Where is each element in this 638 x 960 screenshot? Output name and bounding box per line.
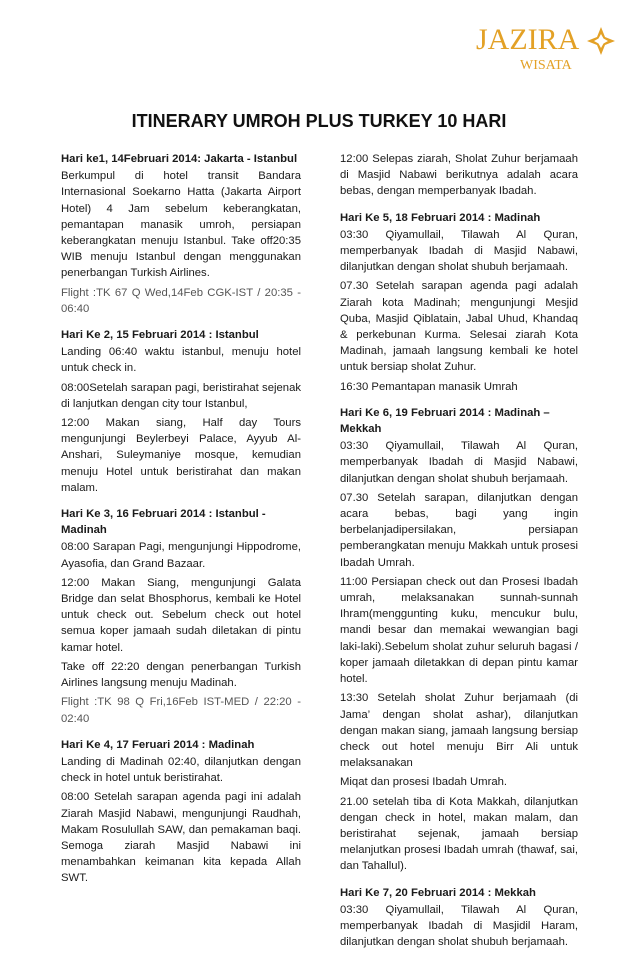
right-column xyxy=(340,151,578,960)
day-paragraph: Berkumpul di hotel transit Bandara Internasional Soekarno Hatta (Jakarta Airport Hotel) 4 Jam sebelum keberangkatan, pemantapan manasik umroh, persiapan keberangkatan menuju Istanbul. Take off20:35 WIB menuju Istanbul dengan menggunakan penerbangan Turkish Airlines. xyxy=(61,170,301,280)
day-paragraph: 12:00 Makan siang, Half day Tours mengunjungi Beylerbeyi Palace, Ayyub Al-Anshari, Suleymaniye mosque, kemudian menuju Hotel untuk beristirahat dan makan malam. xyxy=(61,417,301,494)
day-heading: Hari Ke 6, 19 Februari 2014 : Madinah – Mekkah xyxy=(340,406,550,436)
day-paragraph: 03:30 Qiyamullail, Tilawah Al Quran, memperbanyak Ibadah di Masjid Nabawi, dilanjutkan dengan sholat shubuh berjamaah. xyxy=(340,440,578,485)
day-paragraph: 03:30 Qiyamullail, Tilawah Al Quran, memperbanyak Ibadah di Masjidil Haram, dilanjutkan dengan sholat shubuh berjamaah. xyxy=(340,903,578,949)
day-section xyxy=(340,885,578,951)
day-section xyxy=(340,151,578,200)
day-paragraph: Landing 06:40 waktu istanbul, menuju hotel untuk check in. xyxy=(61,346,301,375)
flight-info: Flight :TK 67 Q Wed,14Feb CGK-IST / 20:35 - 06:40 xyxy=(61,286,301,315)
day-paragraph: 08:00 Setelah sarapan agenda pagi ini adalah Ziarah Masjid Nabawi, mengunjungi Raudhah, Makam Rosulullah SAW, dan pemakaman baqi. Semoga ziarah Masjid Nabawi ini menambahkan keimanan kita kepada Allah SWT. xyxy=(61,791,301,885)
day-paragraph: 16:30 Pemantapan manasik Umrah xyxy=(340,380,518,393)
day-section xyxy=(61,737,301,887)
day-paragraph: Landing di Madinah 02:40, dilanjutkan dengan check in hotel untuk beristirahat. xyxy=(61,755,301,785)
logo-star-icon xyxy=(586,26,616,56)
day-section xyxy=(340,210,578,395)
day-paragraph: 08:00Setelah sarapan pagi, beristirahat sejenak di lanjutkan dengan city tour Istanbul, xyxy=(61,381,301,410)
day-section xyxy=(340,405,578,875)
day-section xyxy=(61,151,301,317)
day-heading: Hari Ke 4, 17 Feruari 2014 : Madinah xyxy=(61,738,255,751)
jazira-wisata-logo xyxy=(476,22,616,82)
logo-subtitle: WISATA xyxy=(520,58,572,73)
day-paragraph: 13:30 Setelah sholat Zuhur berjamaah (di Jama’ dengan sholat ashar), dilanjutkan dengan makan siang, jamaah langsung bersiap check out hotel menuju Birr Ali untuk melaksanakan xyxy=(340,692,578,770)
day-paragraph: 03:30 Qiyamullail, Tilawah Al Quran, memperbanyak Ibadah di Masjid Nabawi, dilanjutkan dengan sholat shubuh berjamaah. xyxy=(340,228,578,274)
day-paragraph: 11:00 Persiapan check out dan Prosesi Ibadah umrah, melaksanakan sunnah-sunnah Ihram(menggunting kuku, mencukur bulu, mandi besar dan memakai wewangian bagi laki-laki).Sebelum sholat zuhur seluruh bagasi / koper jamaah diletakkan di depan pintu kamar hotel. xyxy=(340,575,578,686)
day-paragraph: 12:00 Selepas ziarah, Sholat Zuhur berjamaah di Masjid Nabawi berikutnya adalah acara bebas, dengan memperbanyak Ibadah. xyxy=(340,153,578,198)
day-paragraph: 07.30 Setelah sarapan, dilanjutkan dengan acara bebas, bagi yang ingin berbelanjadipersilakan, persiapan pemberangkatan menuju Makkah untuk prosesi Ibadah Umrah. xyxy=(340,491,579,569)
flight-info: Flight :TK 98 Q Fri,16Feb IST-MED / 22:20 - 02:40 xyxy=(61,696,301,725)
day-heading: Hari Ke 3, 16 Februari 2014 : Istanbul - Madinah xyxy=(61,508,266,537)
logo-wordmark: JAZIRA xyxy=(476,23,580,56)
day-paragraph: 07.30 Setelah sarapan agenda pagi adalah Ziarah kota Madinah; mengunjungi Mesjid Quba, Masjid Qiblatain, Jabal Uhud, Khandaq & perkebunan Kurma. Selesai ziarah Kota Madinah, jamaah langsung kembali ke hotel untuk bersiap sholat Zuhur. xyxy=(340,280,578,374)
day-paragraph: Take off 22:20 dengan penerbangan Turkish Airlines langsung menuju Madinah. xyxy=(61,660,301,690)
document-title: ITINERARY UMROH PLUS TURKEY 10 HARI xyxy=(131,111,507,131)
day-heading: Hari Ke 7, 20 Februari 2014 : Mekkah xyxy=(340,886,536,899)
day-heading: Hari Ke 2, 15 Februari 2014 : Istanbul xyxy=(61,329,259,342)
day-paragraph: 08:00 Sarapan Pagi, mengunjungi Hippodrome, Ayasofia, dan Grand Bazaar. xyxy=(61,541,301,570)
day-section xyxy=(61,327,301,496)
day-heading: Hari Ke 5, 18 Februari 2014 : Madinah xyxy=(340,211,541,224)
day-section xyxy=(61,506,301,727)
day-paragraph: 21.00 setelah tiba di Kota Makkah, dilanjutkan dengan check in hotel, makan malam, dan beristirahat sejenak, jamaah bersiap melanjutkan prosesi Ibadah umrah (thawaf, sai, dan Tahallul). xyxy=(340,795,578,873)
day-paragraph: Miqat dan prosesi Ibadah Umrah. xyxy=(340,776,508,789)
left-column xyxy=(61,151,301,897)
day-heading: Hari ke1, 14Februari 2014: Jakarta - Istanbul xyxy=(61,153,298,165)
day-paragraph: 12:00 Makan Siang, mengunjungi Galata Bridge dan selat Bhosphorus, kembali ke Hotel untuk check out. Sebelum check out hotel semua koper jamaah sudah diletakan di pintu kamar hotel. xyxy=(61,576,301,654)
